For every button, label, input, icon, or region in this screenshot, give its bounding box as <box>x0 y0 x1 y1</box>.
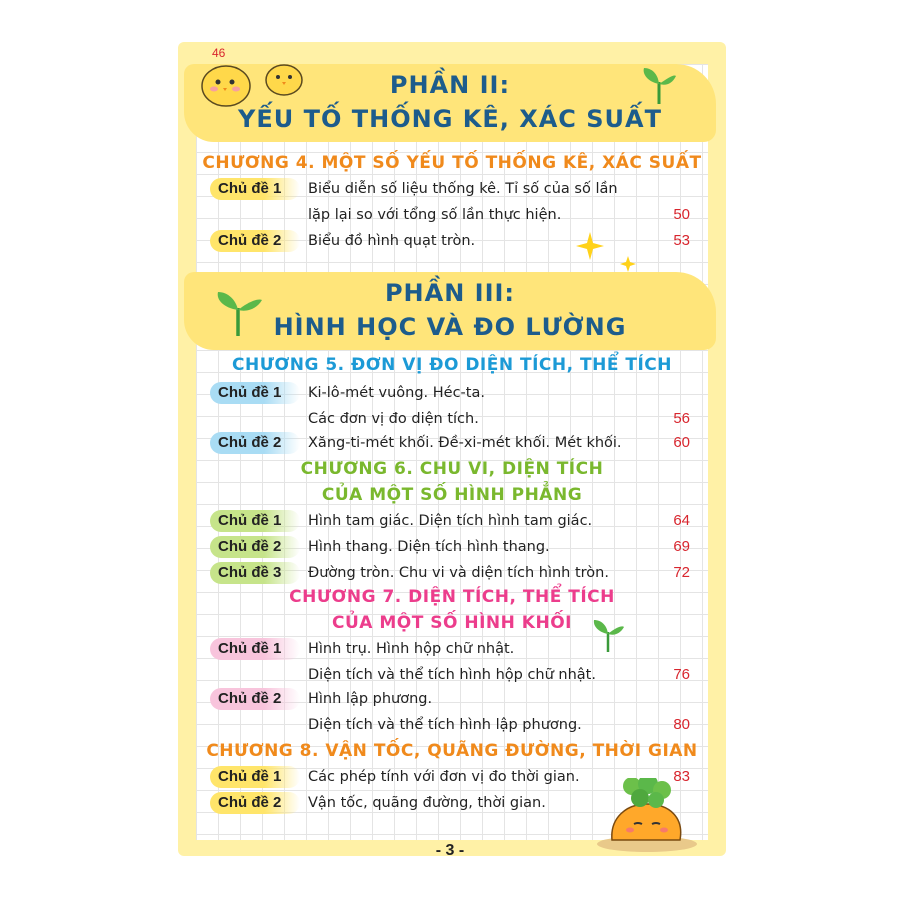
topic-label: Chủ đề 1 <box>210 178 300 200</box>
page-number: 83 <box>673 768 690 785</box>
part3-subtitle: HÌNH HỌC VÀ ĐO LƯỜNG <box>273 313 627 341</box>
topic-text: Các đơn vị đo diện tích. <box>308 411 479 427</box>
topic-label: Chủ đề 2 <box>210 688 300 710</box>
chapter8-title-text: CHƯƠNG 8. VẬN TỐC, QUÃNG ĐƯỜNG, THỜI GIAN <box>206 741 698 761</box>
topic-text: Biểu đồ hình quạt tròn. <box>308 233 476 249</box>
chapter5-title-text: CHƯƠNG 5. ĐƠN VỊ ĐO DIỆN TÍCH, THỂ TÍCH <box>232 355 672 375</box>
toc-row-ch7-topic2-cont[interactable] <box>210 712 690 738</box>
toc-row-ch7-topic1-cont[interactable] <box>210 662 690 688</box>
topic-text: Hình thang. Diện tích hình thang. <box>308 539 550 555</box>
topic-label: Chủ đề 1 <box>210 510 300 532</box>
topic-text: Ki-lô-mét vuông. Héc-ta. <box>308 385 485 401</box>
chapter7-title-line1: CHƯƠNG 7. DIỆN TÍCH, THỂ TÍCH <box>289 587 615 607</box>
topic-label: Chủ đề 2 <box>210 432 300 454</box>
toc-row-ch5-topic1-cont[interactable] <box>210 406 690 432</box>
topic-text: lặp lại so với tổng số lần thực hiện. <box>308 207 562 223</box>
topic-text: Hình trụ. Hình hộp chữ nhật. <box>308 641 515 657</box>
toc-row-ch4-topic1[interactable] <box>210 176 690 202</box>
topic-text: Hình lập phương. <box>308 691 433 707</box>
toc-row-ch6-topic2[interactable] <box>210 534 690 560</box>
topic-label: Chủ đề 1 <box>210 766 300 788</box>
part2-subtitle: YẾU TỐ THỐNG KÊ, XÁC SUẤT <box>238 105 662 133</box>
topic-text: Biểu diễn số liệu thống kê. Tỉ số của số lần <box>308 181 618 197</box>
toc-row-ch5-topic2[interactable] <box>210 430 690 456</box>
topic-text: Vận tốc, quãng đường, thời gian. <box>308 795 546 811</box>
part3-title: PHẦN III: <box>384 279 516 307</box>
page-number: 69 <box>673 538 690 555</box>
toc-row-ch7-topic2[interactable] <box>210 686 690 712</box>
toc-row-ch6-topic3[interactable] <box>210 560 690 586</box>
topic-label: Chủ đề 2 <box>210 536 300 558</box>
part2-title: PHẦN II: <box>389 71 511 99</box>
chapter6-title <box>196 456 708 508</box>
sprout-icon <box>640 64 678 104</box>
sprout-icon <box>212 288 264 336</box>
chick-mascot-icon <box>196 58 310 110</box>
topic-label: Chủ đề 1 <box>210 638 300 660</box>
topic-label: Chủ đề 2 <box>210 792 300 814</box>
topic-label: Chủ đề 1 <box>210 382 300 404</box>
chapter4-title <box>196 150 708 176</box>
topic-text: Diện tích và thể tích hình lập phương. <box>308 717 582 733</box>
toc-row-ch5-topic1[interactable] <box>210 380 690 406</box>
page-number: 60 <box>673 434 690 451</box>
chapter6-title-line1: CHƯƠNG 6. CHU VI, DIỆN TÍCH <box>300 459 604 479</box>
corner-page-number: 46 <box>212 46 226 60</box>
page-number: 56 <box>673 410 690 427</box>
topic-label: Chủ đề 3 <box>210 562 300 584</box>
footer-page-number: - 3 - <box>435 842 465 859</box>
chapter4-title-text: CHƯƠNG 4. MỘT SỐ YẾU TỐ THỐNG KÊ, XÁC SUẤT <box>202 153 702 173</box>
page-number: 72 <box>673 564 690 581</box>
page-number: 50 <box>673 206 690 223</box>
topic-text: Các phép tính với đơn vị đo thời gian. <box>308 769 580 785</box>
topic-text: Diện tích và thể tích hình hộp chữ nhật. <box>308 667 596 683</box>
topic-label: Chủ đề 2 <box>210 230 300 252</box>
toc-row-ch7-topic1[interactable] <box>210 636 690 662</box>
chapter8-title <box>196 738 708 764</box>
page-number: 53 <box>673 232 690 249</box>
topic-text: Đường tròn. Chu vi và diện tích hình tròn. <box>308 565 609 581</box>
sparkle-icon <box>574 230 638 274</box>
chapter7-title <box>196 584 708 636</box>
chapter7-title-line2: CỦA MỘT SỐ HÌNH KHỐI <box>332 613 572 633</box>
page-number: 80 <box>673 716 690 733</box>
topic-text: Xăng-ti-mét khối. Đề-xi-mét khối. Mét khối. <box>308 435 622 451</box>
toc-row-ch4-topic1-cont[interactable] <box>210 202 690 228</box>
chapter6-title-line2: CỦA MỘT SỐ HÌNH PHẲNG <box>321 485 583 505</box>
page-number: 64 <box>673 512 690 529</box>
topic-text: Hình tam giác. Diện tích hình tam giác. <box>308 513 593 529</box>
page-number: 76 <box>673 666 690 683</box>
toc-row-ch6-topic1[interactable] <box>210 508 690 534</box>
chapter5-title <box>196 352 708 378</box>
